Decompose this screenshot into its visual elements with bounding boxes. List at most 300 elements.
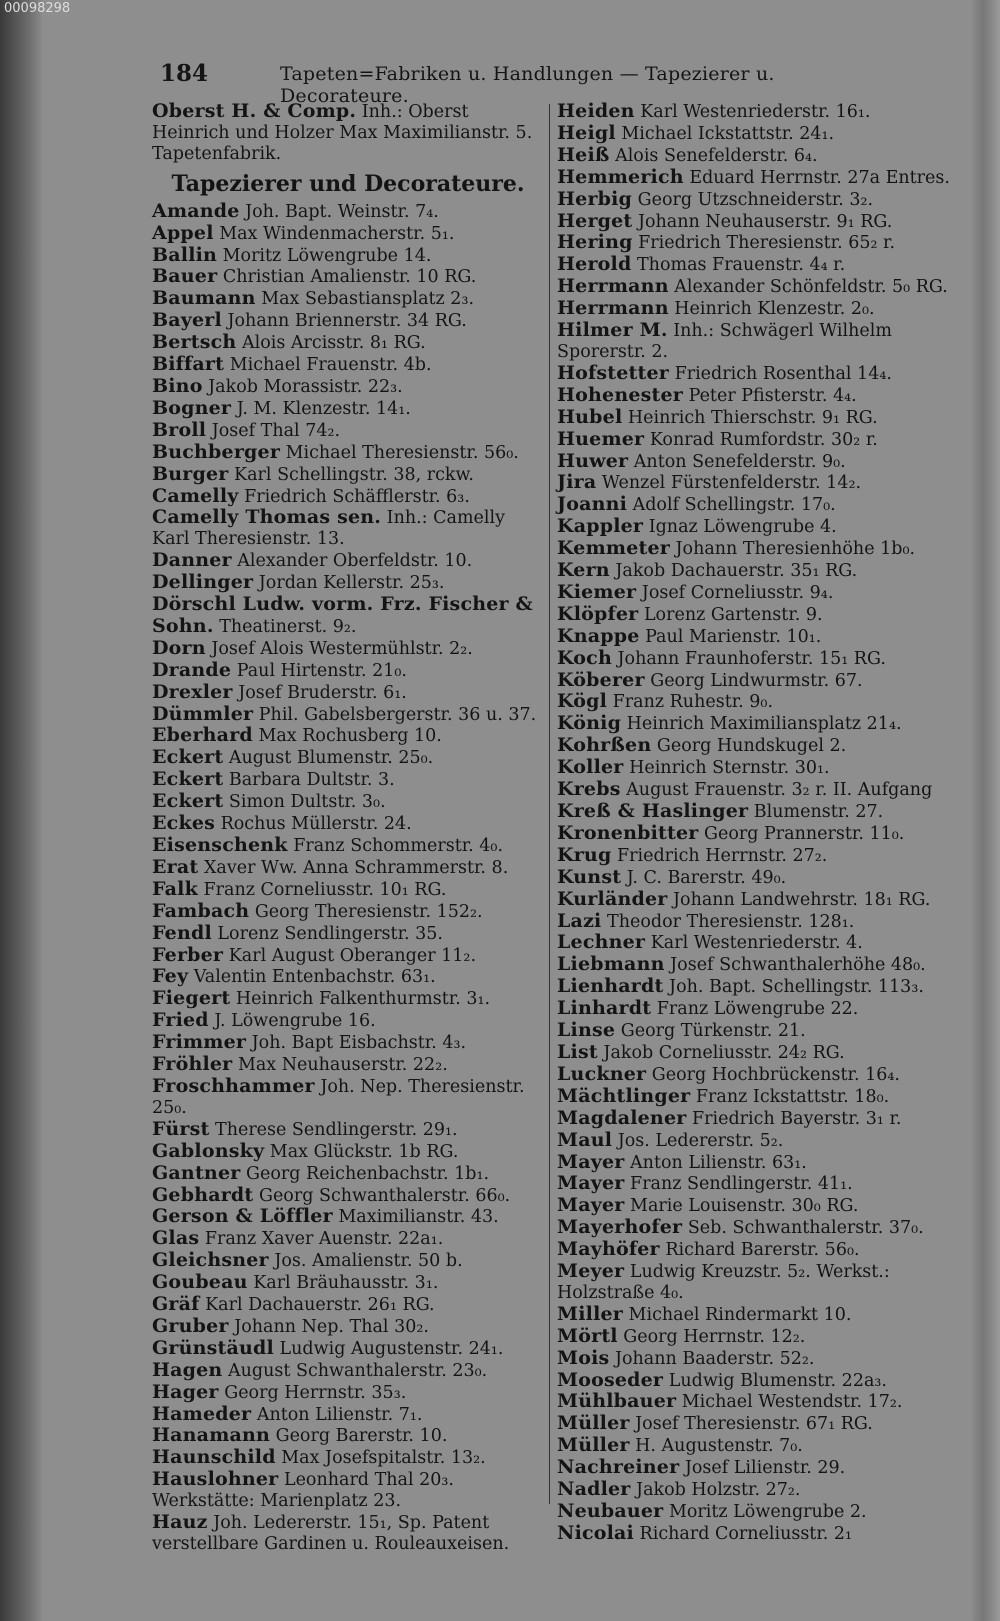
entry-details: Georg Schwanthalerstr. 66₀. [253,1185,511,1206]
entry-details: Franz Corneliusstr. 10₁ RG. [197,879,447,900]
entry-details: Franz Sendlingerstr. 41₁. [624,1174,853,1195]
entry-name: Camelly Thomas sen. [152,506,382,529]
entry-details: Friedrich Bayerstr. 3₁ r. [686,1108,902,1129]
entry-details: August Schwanthalerstr. 23₀. [222,1360,488,1381]
entry-details: Friedrich Herrnstr. 27₂. [611,845,828,866]
directory-entry [152,1469,544,1512]
directory-entry [557,1435,975,1457]
entry-name: Kunst [557,865,622,888]
directory-entry [557,1130,975,1152]
directory-entry [152,1272,544,1294]
entry-details: Heinrich Sternstr. 30₁. [623,758,830,779]
entry-name: Hager [152,1380,219,1403]
entry-details: Jakob Morassistr. 22₃. [202,376,403,397]
entry-details: Max Windenmacherstr. 5₁. [213,223,455,244]
directory-entry [152,988,544,1010]
entry-name: Kappler [557,515,644,538]
entry-name: Hauz [152,1511,208,1534]
entry-details: H. Augustenstr. 7₀. [629,1436,803,1457]
entry-name: Herrmann [557,297,669,320]
entry-details: Wenzel Fürstenfelderstr. 14₂. [596,473,862,494]
entry-name: Liebmann [557,953,665,976]
entry-name: Lechner [557,931,646,954]
directory-entry [557,823,975,845]
entry-name: Kurländer [557,887,668,910]
entry-details: Ludwig Augustenstr. 24₁. [273,1338,504,1359]
directory-entry [152,923,544,945]
directory-entry [152,464,544,486]
directory-entry [557,298,975,320]
entry-details: Ignaz Löwengrube 4. [643,517,837,538]
entry-name: Knappe [557,624,640,647]
entry-name: Mörtl [557,1324,618,1347]
directory-entry [557,1370,975,1392]
entry-name: Nachreiner [557,1456,680,1479]
entry-details: Richard Corneliusstr. 2₁ [633,1523,853,1544]
directory-entry [152,101,544,165]
directory-entry [557,801,975,823]
directory-entry [152,1054,544,1076]
entry-name: Eckert [152,790,224,813]
directory-entry [152,660,544,682]
entry-details: Rochus Müllerstr. 24. [215,814,412,835]
directory-entry [557,1457,975,1479]
directory-entry [152,550,544,572]
directory-entry [557,845,975,867]
directory-entry [557,254,975,276]
directory-entry [557,167,975,189]
directory-entry [557,101,975,123]
entry-name: Gräf [152,1293,200,1316]
entry-name: Froschhammer [152,1074,315,1097]
entry-details: Max Sebastiansplatz 2₃. [255,289,475,310]
entry-details: Thomas Frauenstr. 4₄ r. [631,255,846,276]
directory-entry [557,1020,975,1042]
entry-details: Peter Pfisterstr. 4₄. [683,385,857,406]
directory-entry [152,442,544,464]
directory-entry [152,486,544,508]
entry-name: Lienhardt [557,975,664,998]
entry-name: Hilmer M. [557,319,668,342]
directory-entry [152,310,544,332]
entry-details: Phil. Gabelsbergerstr. 36 u. 37. [253,704,537,725]
entry-name: König [557,712,622,735]
entry-name: Bayerl [152,309,222,332]
directory-entry [152,791,544,813]
directory-entry [152,966,544,988]
directory-entry [152,1119,544,1141]
directory-entry [152,901,544,923]
entry-details: Valentin Entenbachstr. 63₁. [188,967,436,988]
entry-name: Eckes [152,812,216,835]
entry-details: Joh. Ledererstr. 15₁, Sp. Patent verstellbare Gardinen u. Rouleauxeisen. [152,1513,510,1554]
directory-entry [557,516,975,538]
entry-details: Josef Corneliusstr. 9₄. [636,582,834,603]
entry-name: Kronenbitter [557,821,699,844]
entry-details: Georg Prannerstr. 11₀. [698,823,905,844]
entry-details: Georg Hundskugel 2. [651,736,847,757]
directory-entry [557,145,975,167]
entry-details: Georg Utzschneiderstr. 3₂. [632,189,874,210]
directory-entry [557,1152,975,1174]
directory-entry [152,1425,544,1447]
entry-details: Joh. Bapt. Weinstr. 7₄. [239,201,439,222]
entry-details: Joh. Bapt Eisbachstr. 4₃. [246,1033,467,1054]
entry-details: Theatinerst. 9₂. [213,616,357,637]
entry-details: Inh.: Camelly Karl Theresienstr. 13. [152,508,505,550]
entry-name: Drande [152,658,232,681]
entry-details: Josef Bruderstr. 6₁. [232,682,407,703]
entry-name: Herold [557,253,632,276]
entry-name: Miller [557,1302,623,1325]
entry-details: Michael Westendstr. 17₂. [676,1392,903,1413]
entry-details: Michael Frauenstr. 4b. [224,355,432,376]
entry-name: Camelly [152,484,239,507]
entry-details: Friedrich Rosenthal 14₄. [669,363,892,384]
entry-details: Heinrich Falkenthurmstr. 3₁. [230,989,491,1010]
directory-entry [557,1326,975,1348]
entry-details: Karl Westenriederstr. 4. [645,933,863,954]
entry-details: Georg Reichenbachstr. 1b₁. [240,1163,490,1184]
entry-name: Müller [557,1434,630,1457]
entry-name: Hohenester [557,383,684,406]
directory-entry [152,1338,544,1360]
entry-details: Max Josefspitalstr. 13₂. [275,1448,486,1469]
entry-name: Bino [152,374,203,397]
entry-name: Joanni [557,493,628,516]
directory-entry [152,201,544,223]
entry-name: Mayer [557,1194,625,1217]
entry-details: Johann Theresienhöhe 1b₀. [669,539,916,560]
entry-name: Huemer [557,427,645,450]
entry-details: Michael Ickstattstr. 24₁. [615,123,835,144]
entry-name: Buchberger [152,440,281,463]
directory-entry [557,123,975,145]
entry-name: Broll [152,418,207,441]
entry-name: Neubauer [557,1500,664,1522]
directory-entry [557,604,975,626]
entry-details: Ludwig Blumenstr. 22a₃. [663,1370,887,1391]
scan-id: 00098298 [4,1,71,16]
directory-entry [557,276,975,298]
entry-name: Falk [152,877,198,900]
entry-details: Xaver Ww. Anna Schrammerstr. 8. [198,857,509,878]
entry-name: Hemmerich [557,165,684,188]
entry-name: Haunschild [152,1446,276,1469]
directory-entry [152,704,544,726]
directory-entry [152,288,544,310]
entry-name: Mayhöfer [557,1238,660,1261]
entry-name: Fried [152,1009,209,1032]
directory-entry [557,713,975,735]
entry-details: Alexander Schönfeldstr. 5₀ RG. [668,277,948,298]
entry-details: Inh.: Oberst Heinrich und Holzer Max Maximilianstr. 5. Tapetenfabrik. [152,102,533,164]
entry-name: Hering [557,231,633,254]
directory-entry [557,385,975,407]
entry-name: Frimmer [152,1031,247,1054]
entry-details: Moritz Löwengrube 14. [217,245,432,266]
entry-name: Herbig [557,187,633,210]
entry-details: Jakob Holzstr. 27₂. [630,1480,801,1501]
entry-name: Hagen [152,1358,223,1381]
entry-details: Alois Senefelderstr. 6₄. [609,145,818,166]
directory-entry [557,1217,975,1239]
directory-entry [557,954,975,976]
entry-name: Ferber [152,943,224,966]
entry-name: Dümmler [152,702,254,725]
entry-details: Joh. Bapt. Schellingstr. 113₃. [663,977,924,998]
column-divider [549,104,550,1504]
entry-details: Johann Baaderstr. 52₂. [609,1348,815,1369]
entry-name: Huwer [557,449,629,472]
directory-entry [557,1064,975,1086]
directory-entry [152,747,544,769]
directory-entry [152,682,544,704]
entry-details: Max Neuhauserstr. 22₂. [232,1055,448,1076]
entry-name: Dörschl Ludw. vorm. Frz. Fischer & Sohn. [152,593,533,637]
entry-name: Hauslohner [152,1468,279,1491]
directory-entry [557,1501,975,1523]
entry-details: Johann Nep. Thal 30₂. [228,1316,429,1337]
directory-entry [152,1206,544,1228]
directory-entry [152,354,544,376]
directory-entry [152,945,544,967]
entry-name: Bogner [152,396,232,419]
entry-details: August Frauenstr. 3₂ r. II. Aufgang [620,780,933,801]
directory-entry [557,451,975,473]
directory-entry [152,223,544,245]
entry-name: Klöpfer [557,602,639,625]
page-number: 184 [160,60,209,87]
entry-name: Eberhard [152,724,253,747]
entry-details: Georg Theresienstr. 152₂. [249,901,483,922]
entry-name: Nadler [557,1478,631,1501]
directory-entry [557,932,975,954]
directory-entry [152,1010,544,1032]
entry-details: Blumenstr. 27. [748,802,884,822]
directory-entry [557,1239,975,1261]
entry-details: Georg Lindwurmstr. 67. [644,670,863,691]
entry-name: Danner [152,549,232,572]
running-title: Tapeten=Fabriken u. Handlungen — Tapezierer u. Decorateure. [280,63,775,107]
entry-name: Dorn [152,636,206,659]
directory-entry [152,1447,544,1469]
entry-details: Theodor Theresienstr. 128₁. [601,911,855,932]
entry-details: Inh.: Schwägerl Wilhelm Sporerstr. 2. [557,321,892,362]
entry-name: Fendl [152,921,212,944]
entry-details: August Blumenstr. 25₀. [223,748,434,769]
entry-details: Konrad Rumfordstr. 30₂ r. [644,429,878,450]
directory-entry [152,835,544,857]
entry-details: Josef Alois Westermühlstr. 2₂. [205,638,473,659]
entry-name: Hanamann [152,1424,271,1447]
entry-details: Franz Xaver Auenstr. 22a₁. [199,1229,444,1250]
entry-details: Joh. Nep. Theresienstr. 25₀. [152,1076,525,1118]
directory-entry [152,572,544,594]
directory-entry [557,211,975,233]
entry-name: Gebhardt [152,1183,254,1206]
entry-details: Friedrich Theresienstr. 65₂ r. [632,233,896,254]
entry-name: Amande [152,199,240,222]
entry-details: Leonhard Thal 20₃. Werkstätte: Marienplatz 23. [152,1470,454,1512]
entry-details: Maximilianstr. 43. [332,1207,499,1228]
directory-entry [152,420,544,442]
entry-details: Franz Löwengrube 22. [651,999,859,1020]
entry-details: Heinrich Thierschstr. 9₁ RG. [622,407,878,428]
directory-entry [152,507,544,550]
entry-name: Eckert [152,768,224,791]
directory-entry [152,332,544,354]
directory-entry [152,1163,544,1185]
entry-name: Glas [152,1227,200,1250]
entry-name: Meyer [557,1260,625,1283]
entry-details: Franz Ickstattstr. 18₀. [690,1086,890,1107]
entry-details: Josef Lilienstr. 29. [679,1458,846,1479]
entry-name: Goubeau [152,1271,248,1294]
entry-details: Karl Westenriederstr. 16₁. [634,102,871,122]
entry-details: Karl Schellingstr. 38, rckw. [228,464,474,485]
entry-name: Heigl [557,121,616,144]
directory-entry [557,1042,975,1064]
entry-name: Dellinger [152,571,254,594]
entry-details: Karl August Oberanger 11₂. [223,945,477,966]
entry-details: Josef Theresienstr. 67₁ RG. [629,1414,873,1435]
entry-details: Franz Schommerstr. 4₀. [287,836,504,856]
entry-name: Kiemer [557,580,637,603]
entry-details: Richard Barerstr. 56₀. [659,1240,860,1261]
right-entry-list [557,101,975,1545]
entry-name: Nicolai [557,1521,634,1544]
entry-details: Georg Herrnstr. 12₂. [617,1326,806,1347]
entry-details: Moritz Löwengrube 2. [663,1502,867,1522]
entry-name: Köberer [557,668,645,691]
directory-entry [557,779,975,801]
directory-entry [557,1391,975,1413]
directory-entry [557,648,975,670]
entry-name: Linhardt [557,997,652,1020]
entry-name: Hofstetter [557,361,670,384]
left-column [152,101,544,1555]
entry-details: Lorenz Sendlingerstr. 35. [211,923,443,944]
directory-entry [557,1086,975,1108]
entry-name: Gruber [152,1314,229,1337]
entry-details: Paul Hirtenstr. 21₀. [231,660,407,681]
entry-name: Eisenschenk [152,834,288,856]
entry-name: Burger [152,462,229,485]
entry-details: Eduard Herrnstr. 27a Entres. [683,167,950,188]
entry-details: Johann Neuhauserstr. 9₁ RG. [632,211,893,232]
entry-details: Friedrich Schäfflerstr. 6₃. [238,486,470,507]
page-header [160,60,840,107]
directory-entry [152,769,544,791]
directory-entry [557,1261,975,1304]
entry-details: Jakob Corneliusstr. 24₂ RG. [597,1042,845,1063]
directory-entry [557,320,975,363]
directory-entry [557,494,975,516]
entry-details: Johann Landwehrstr. 18₁ RG. [667,889,931,910]
directory-entry [152,638,544,660]
right-column [557,101,975,1545]
directory-entry [557,889,975,911]
directory-entry [557,1413,975,1435]
directory-entry [152,1032,544,1054]
entry-details: Franz Ruhestr. 9₀. [607,692,774,713]
entry-name: Mois [557,1346,610,1369]
entry-name: Heiß [557,143,610,166]
entry-details: Alois Arcisstr. 8₁ RG. [236,333,426,354]
entry-details: Michael Theresienstr. 56₀. [280,442,519,463]
entry-details: Max Rochusberg 10. [252,726,442,747]
entry-details: Ludwig Kreuzstr. 5₂. Werkst.: Holzstraße 4₀. [557,1262,890,1303]
entry-name: Magdalener [557,1106,687,1129]
directory-entry [152,266,544,288]
section-title: Tapezierer und Decorateure. [171,170,525,197]
entry-details: Georg Türkenstr. 21. [615,1021,806,1042]
entry-details: Barbara Dultstr. 3. [223,770,395,791]
entry-details: J. C. Barerstr. 49₀. [621,867,787,888]
entry-details: Josef Schwanthalerhöhe 48₀. [664,955,926,976]
entry-name: Hubel [557,405,623,428]
entry-name: List [557,1040,598,1063]
entry-name: Oberst H. & Comp. [152,100,357,122]
directory-entry [152,1294,544,1316]
entry-name: Mooseder [557,1368,664,1391]
entry-details: Anton Lilienstr. 63₁. [624,1152,807,1173]
entry-name: Baumann [152,287,256,310]
entry-name: Fürst [152,1117,210,1140]
entry-name: Mayerhofer [557,1216,683,1239]
entry-details: Georg Herrnstr. 35₃. [218,1382,407,1403]
directory-entry [557,1195,975,1217]
directory-entry [557,363,975,385]
entry-details: J. M. Klenzestr. 14₁. [231,398,411,419]
entry-name: Kohrßen [557,734,652,757]
entry-details: Johann Briennerstr. 34 RG. [221,311,467,332]
entry-name: Maul [557,1128,613,1151]
directory-entry [557,538,975,560]
entry-name: Kögl [557,690,608,713]
entry-details: J. Löwengrube 16. [208,1011,376,1032]
entry-details: Max Glückstr. 1b RG. [264,1141,459,1162]
entry-name: Kemmeter [557,537,670,560]
entry-name: Krebs [557,778,621,801]
entry-name: Drexler [152,680,233,703]
entry-details: Marie Louisenstr. 30₀ RG. [624,1196,859,1217]
entry-name: Jira [557,471,597,494]
entry-details: Christian Amalienstr. 10 RG. [217,267,477,288]
entry-details: Johann Fraunhoferstr. 15₁ RG. [611,648,886,669]
directory-entry [152,1250,544,1272]
entry-name: Kern [557,559,610,582]
directory-entry [557,582,975,604]
entry-name: Appel [152,221,214,244]
entry-name: Herrmann [557,275,669,298]
entry-name: Mayer [557,1150,625,1173]
intro-entries [152,101,544,165]
directory-entry [152,245,544,267]
entry-name: Koch [557,646,612,669]
entry-details: Simon Dultstr. 3₀. [223,792,386,813]
entry-name: Mühlbauer [557,1390,677,1413]
entry-details: Therese Sendlingerstr. 29₁. [209,1119,458,1140]
directory-entry [152,1382,544,1404]
directory-entry [557,998,975,1020]
entry-name: Heiden [557,100,635,122]
directory-entry [557,560,975,582]
directory-entry [152,1360,544,1382]
entry-name: Fey [152,965,189,988]
entry-name: Herget [557,209,633,232]
